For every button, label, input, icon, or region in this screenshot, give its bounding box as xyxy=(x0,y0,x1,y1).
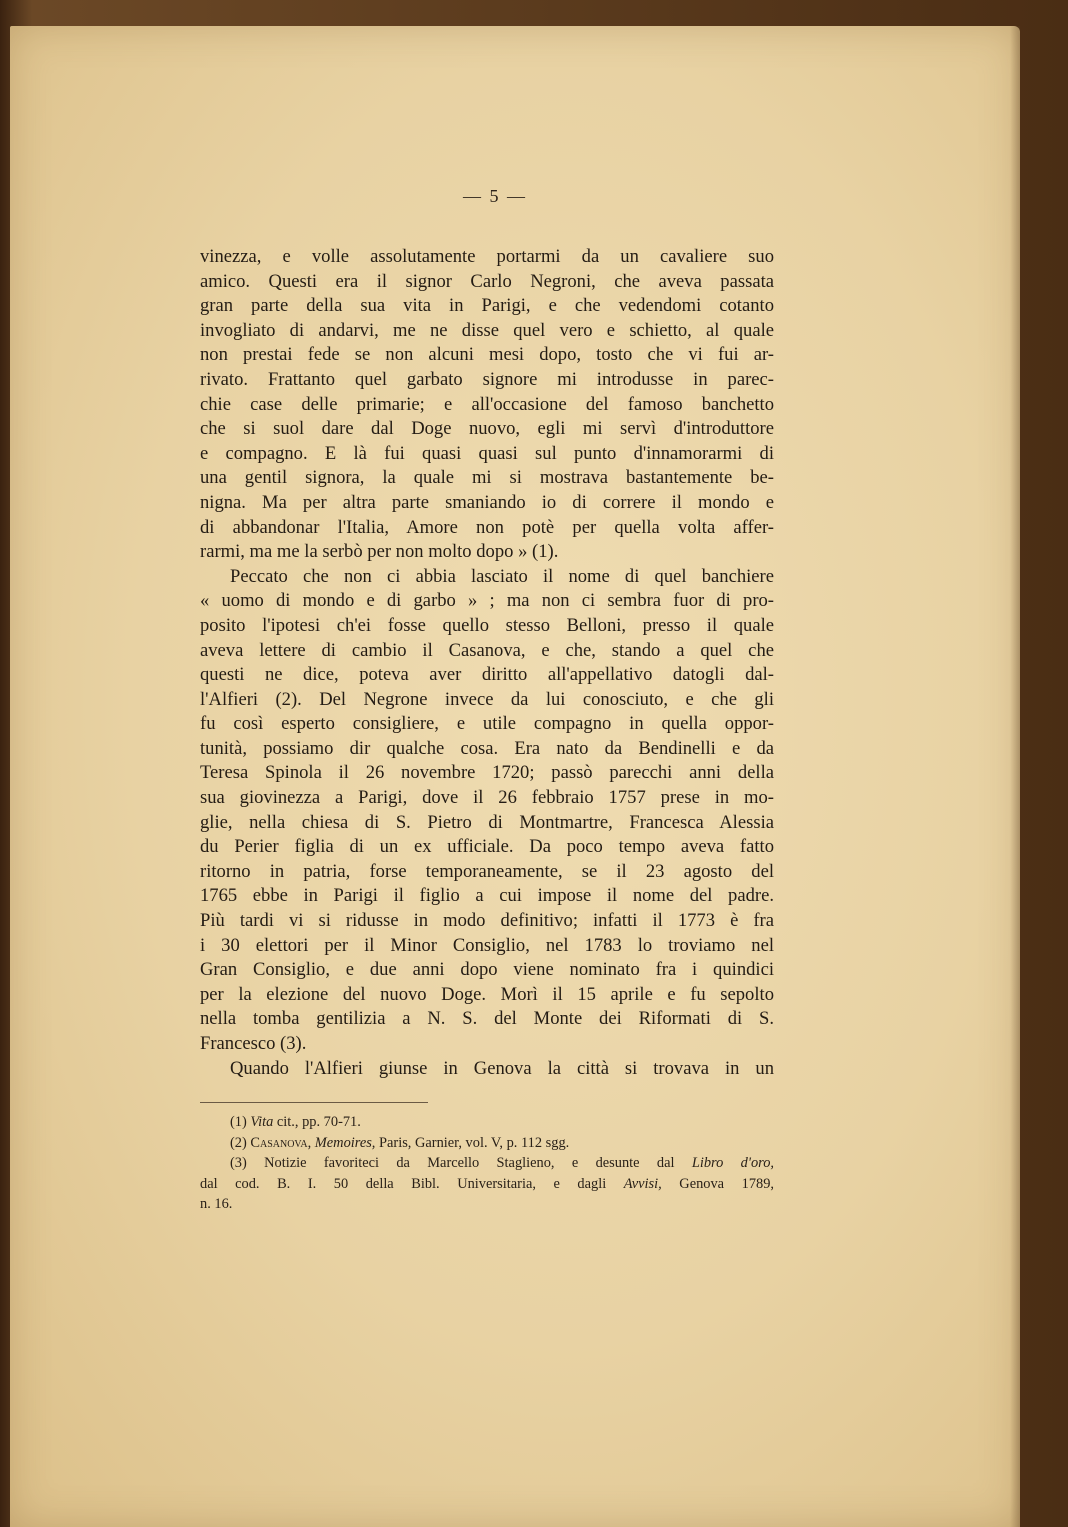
text-line: una gentil signora, la quale mi si mostrava bastantemente be- xyxy=(200,467,774,489)
text-line: Più tardi vi si ridusse in modo definitivo; infatti il 1773 è fra xyxy=(200,910,774,932)
footnote-2 xyxy=(200,1133,774,1154)
text-line: du Perier figlia di un ex ufficiale. Da poco tempo aveva fatto xyxy=(200,836,774,858)
text-line: Quando l'Alfieri giunse in Genova la città si trovava in un xyxy=(230,1057,774,1079)
footnote-line: n. 16. xyxy=(200,1196,233,1213)
text-line: amico. Questi era il signor Carlo Negroni, che aveva passata xyxy=(200,270,774,292)
footnote-mark: (3) xyxy=(230,1155,247,1172)
footnote-author: Casanova xyxy=(250,1134,308,1151)
text-line: aveva lettere di cambio il Casanova, e che, stando a quel che xyxy=(200,639,774,661)
text-line: di abbandonar l'Italia, Amore non potè per quella volta affer- xyxy=(200,516,774,538)
footnote-mark: (2) xyxy=(230,1134,247,1151)
footnote-text: Notizie favoriteci da Marcello Staglieno, e desunte dal xyxy=(246,1155,692,1172)
text-line: posito l'ipotesi ch'ei fosse quello stesso Belloni, presso il quale xyxy=(200,614,774,636)
footnote-title: Avvisi, xyxy=(623,1175,662,1192)
text-line: ritorno in patria, forse temporaneamente, se il 23 agosto del xyxy=(200,860,774,882)
text-line: rarmi, ma me la serbò per non molto dopo » (1). xyxy=(200,541,559,563)
text-line: glie, nella chiesa di S. Pietro di Montmartre, Francesca Alessia xyxy=(200,811,774,833)
footnote-mark: (1) xyxy=(230,1114,247,1130)
text-line: 1765 ebbe in Parigi il figlio a cui impose il nome del padre. xyxy=(200,885,774,907)
page-edge-shadow xyxy=(1010,26,1020,1527)
footnote-text: Paris, Garnier, vol. V, p. 112 sgg. xyxy=(375,1134,570,1151)
text-line: e compagno. E là fui quasi quasi sul punto d'innamorarmi di xyxy=(200,442,774,464)
text-line: « uomo di mondo e di garbo » ; ma non ci sembra fuor di pro- xyxy=(200,590,774,612)
footnote-text: dal cod. B. I. 50 della Bibl. Universitaria, e dagli xyxy=(200,1175,624,1192)
text-line: tunità, possiamo dir qualche cosa. Era nato da Bendinelli e da xyxy=(200,737,774,759)
body-text xyxy=(200,245,774,1081)
page-number: — 5 — xyxy=(463,186,527,206)
text-line: nigna. Ma per altra parte smaniando io di correre il mondo e xyxy=(200,491,774,513)
footnote-3 xyxy=(200,1153,774,1215)
text-line: l'Alfieri (2). Del Negrone invece da lui conosciuto, e che gli xyxy=(200,688,774,710)
text-line: Francesco (3). xyxy=(200,1033,307,1054)
footnote-rule xyxy=(200,1102,428,1103)
footnote-title: Vita xyxy=(250,1114,274,1130)
text-line: invogliato di andarvi, me ne disse quel vero e schietto, al quale xyxy=(200,319,774,341)
footnote-text: Genova 1789, xyxy=(661,1175,775,1192)
text-line: nella tomba gentilizia a N. S. del Monte dei Riformati di S. xyxy=(200,1008,774,1030)
text-line: questi ne dice, poteva aver diritto all'appellativo datogli dal- xyxy=(200,664,774,686)
text-line: non prestai fede se non alcuni mesi dopo, tosto che vi fui ar- xyxy=(200,344,774,366)
text-line: sua giovinezza a Parigi, dove il 26 febbraio 1757 prese in mo- xyxy=(200,787,774,809)
text-line: gran parte della sua vita in Parigi, e che vedendomi cotanto xyxy=(200,295,774,317)
text-line: rivato. Frattanto quel garbato signore mi introdusse in parec- xyxy=(200,368,774,390)
footnote-text: cit., pp. 70-71. xyxy=(273,1114,361,1130)
text-line: Gran Consiglio, e due anni dopo viene nominato fra i quindici xyxy=(200,959,774,981)
text-line: i 30 elettori per il Minor Consiglio, nel 1783 lo troviamo nel xyxy=(200,934,774,956)
text-line: vinezza, e volle assolutamente portarmi da un cavaliere suo xyxy=(200,246,774,267)
text-line: per la elezione del nuovo Doge. Morì il 15 aprile e fu sepolto xyxy=(200,983,774,1005)
footnote-separator: , xyxy=(307,1134,315,1151)
footnote-title: Memoires, xyxy=(314,1134,376,1151)
text-line: che si suol dare dal Doge nuovo, egli mi servì d'introduttore xyxy=(200,418,774,440)
text-line: fu così esperto consigliere, e utile compagno in quella oppor- xyxy=(200,713,774,735)
text-line: Peccato che non ci abbia lasciato il nome di quel banchiere xyxy=(230,565,774,587)
text-line: chie case delle primarie; e all'occasione del famoso banchetto xyxy=(200,393,774,415)
footnote-line xyxy=(200,1153,774,1174)
footnote-1 xyxy=(200,1112,774,1133)
footnote-title: Libro d'oro, xyxy=(691,1155,774,1172)
footnotes xyxy=(200,1112,774,1215)
footnote-line xyxy=(200,1174,774,1195)
text-line: Teresa Spinola il 26 novembre 1720; passò parecchi anni della xyxy=(200,762,774,784)
